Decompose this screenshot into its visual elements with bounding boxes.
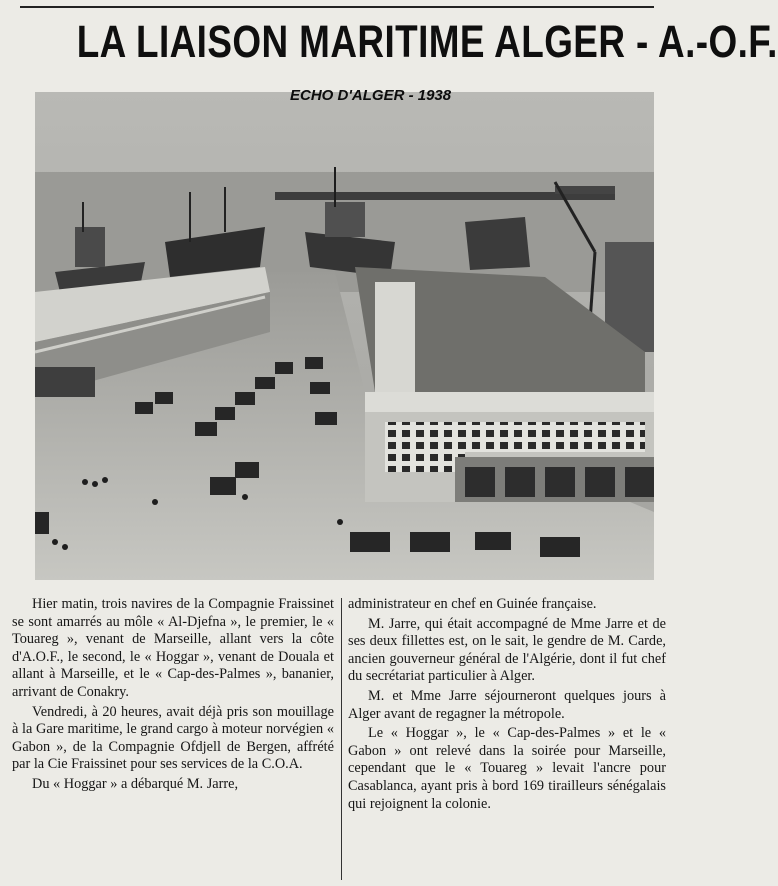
harbor-photo: [35, 92, 654, 580]
paragraph: Vendredi, à 20 heures, avait déjà pris son mouillage à la Gare maritime, le grand cargo à moteur norvégien « Gabon », de la Compagnie Ofdjell de Bergen, affrété par la Cie Fraissinet pour ses services de la C.O.A.: [12, 703, 334, 773]
headline: LA LIAISON MARITIME ALGER - A.-O.F.: [76, 16, 778, 67]
article-column-right: [348, 596, 666, 815]
paragraph: M. et Mme Jarre séjourneront quelques jours à Alger avant de regagner la métropole.: [348, 687, 666, 722]
paragraph: Hier matin, trois navires de la Compagnie Fraissinet se sont amarrés au môle « Al-Djefna », le premier, le « Touareg », venant de Marseille, allant vers la côte d'A.O.F., le second, le « Hoggar », venant de Douala et allant à Marseille, et le « Cap-des-Palmes », bananier, arrivant de Conakry.: [12, 596, 334, 700]
paragraph: Le « Hoggar », le « Cap-des-Palmes » et le « Gabon » ont relevé dans la soirée pour Marseille, cependant que le « Touareg » levait l'ancre pour Casablanca, ayant pris à bord 169 tirailleurs sénégalais qui rejoignent la colonie.: [348, 725, 666, 812]
article-column-left: [12, 596, 334, 796]
column-divider: [341, 598, 342, 880]
top-rule: [20, 6, 654, 8]
photo-caption: ECHO D'ALGER - 1938: [290, 87, 452, 104]
paragraph: Du « Hoggar » a débarqué M. Jarre,: [32, 775, 239, 792]
paragraph: M. Jarre, qui était accompagné de Mme Jarre et de ses deux fillettes est, on le sait, le gendre de M. Carde, ancien gouverneur général de l'Algérie, dont il fut chef du secrétariat particulier à Alger.: [348, 615, 666, 685]
paragraph-continuation: administrateur en chef en Guinée française.: [348, 596, 597, 612]
